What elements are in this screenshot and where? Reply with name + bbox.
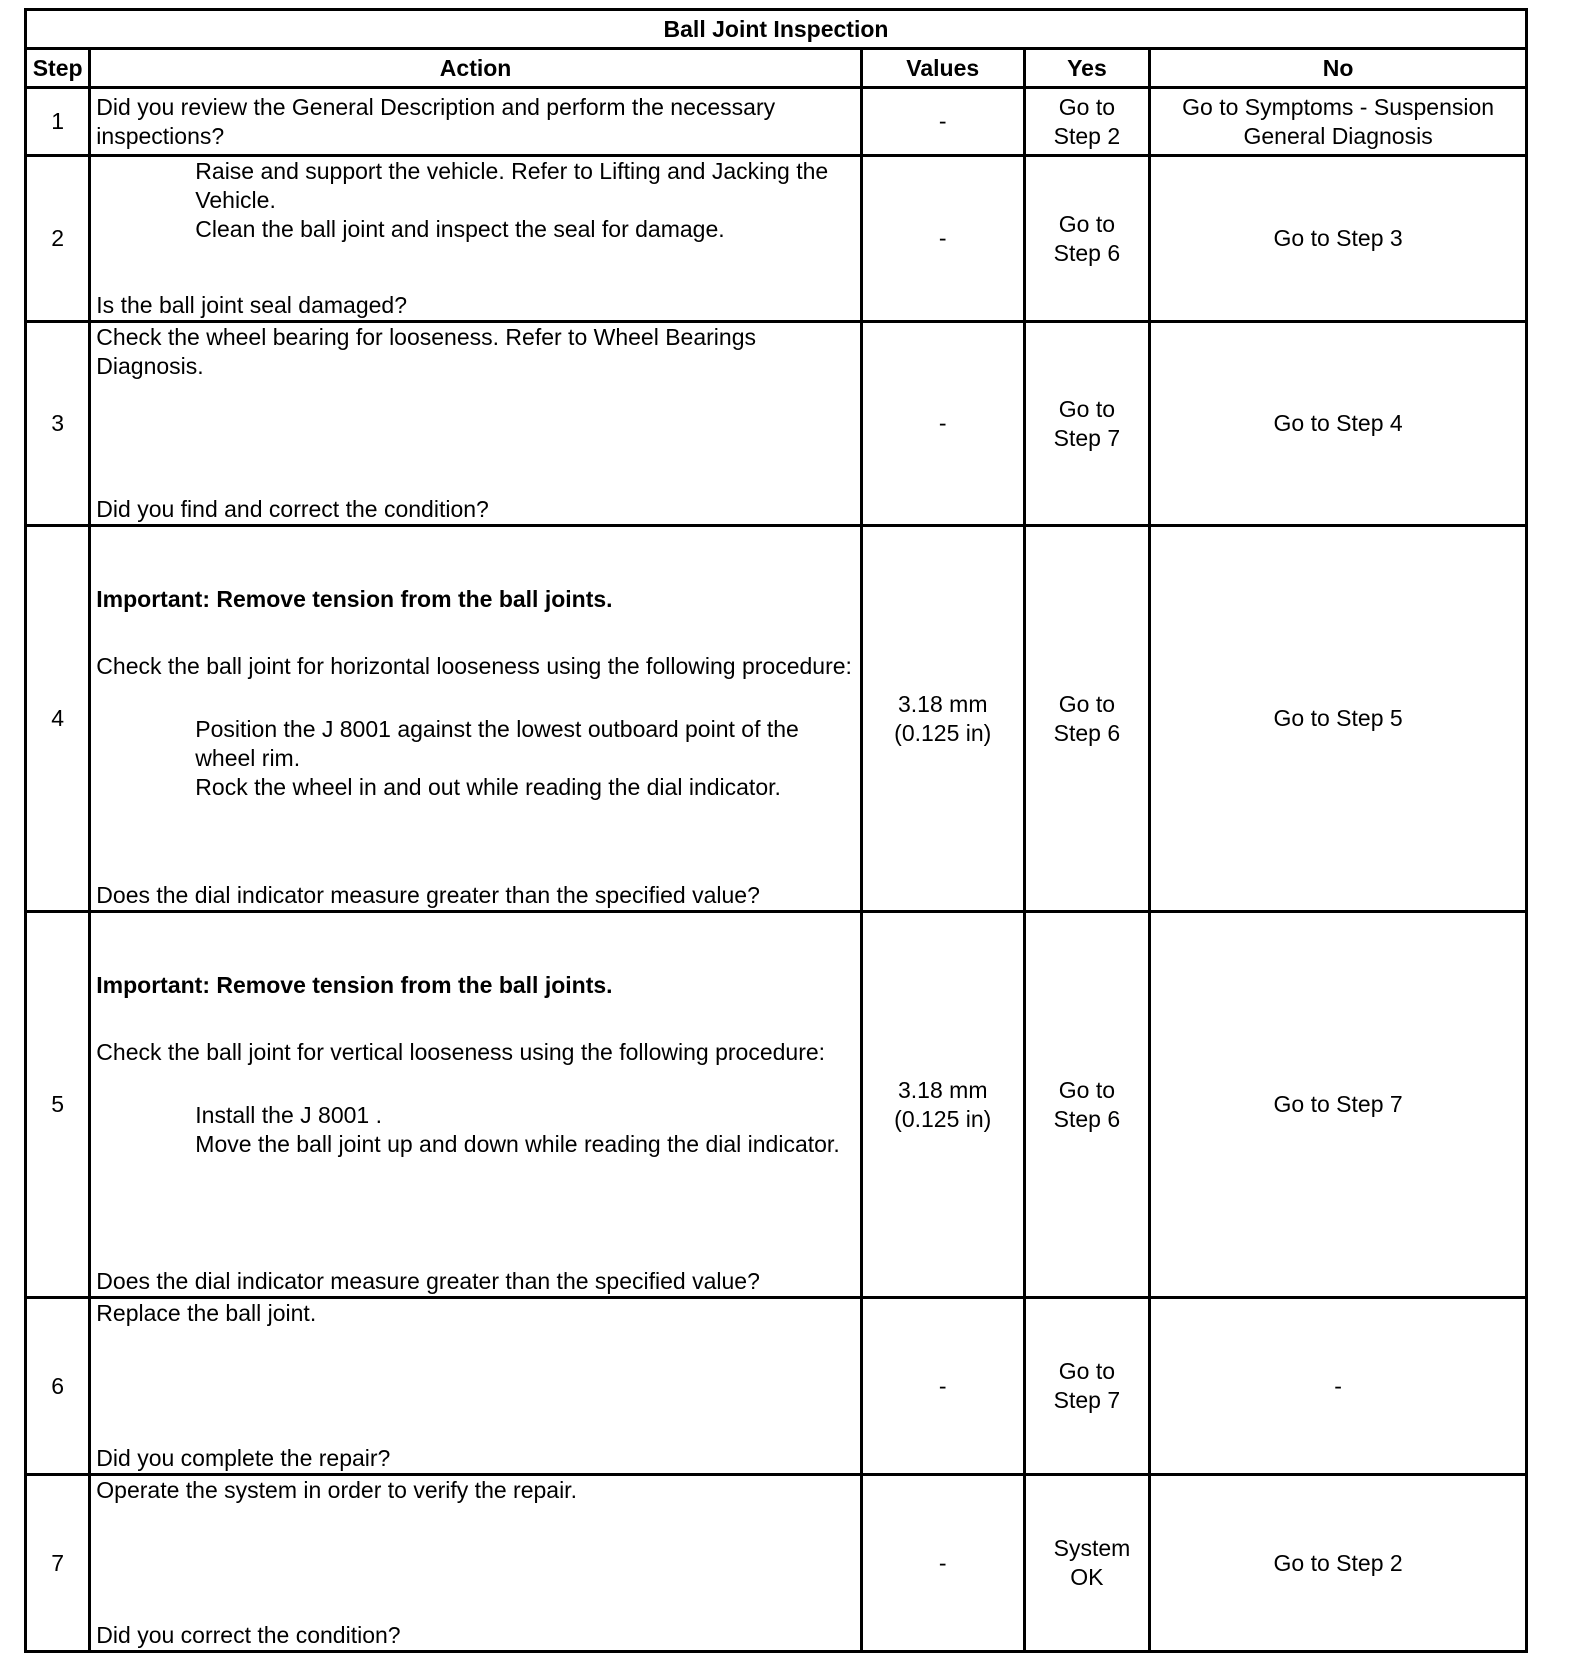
action-intro: Replace the ball joint. (96, 1300, 317, 1326)
header-action: Action (90, 49, 862, 88)
yes-cell: Go to Step 6 (1024, 526, 1150, 912)
procedure-line: Clean the ball joint and inspect the seal for damage. (195, 216, 725, 242)
header-values: Values (861, 49, 1024, 88)
yes-cell: System OK (1024, 1475, 1150, 1652)
values-imperial: (0.125 in) (894, 1105, 992, 1132)
step-number: 3 (26, 322, 90, 526)
table-row (26, 322, 1527, 526)
no-cell: Go to Step 5 (1150, 526, 1527, 912)
important-note: Important: Remove tension from the ball joints. (96, 972, 613, 998)
action-cell (90, 526, 862, 912)
action-cell (90, 322, 862, 526)
header-yes: Yes (1024, 49, 1150, 88)
yes-cell: Go to Step 2 (1024, 88, 1150, 156)
action-intro: Check the ball joint for horizontal looseness using the following procedure: (96, 653, 852, 679)
action-text: Did you review the General Description and perform the necessary inspections? (96, 93, 776, 149)
procedure-line: Raise and support the vehicle. Refer to Lifting and Jacking the Vehicle. (195, 158, 829, 213)
important-note: Important: Remove tension from the ball joints. (96, 586, 613, 612)
values-metric: 3.18 mm (898, 690, 988, 717)
table-title: Ball Joint Inspection (26, 10, 1527, 49)
header-step: Step (26, 49, 90, 88)
action-cell (90, 1298, 862, 1475)
procedure-line: Position the J 8001 against the lowest outboard point of the wheel rim. (195, 716, 799, 771)
step-number: 6 (26, 1298, 90, 1475)
yes-cell: Go to Step 6 (1024, 912, 1150, 1298)
table-row (26, 156, 1527, 322)
table-row (26, 1298, 1527, 1475)
values-cell (861, 912, 1024, 1298)
yes-cell: Go to Step 7 (1024, 322, 1150, 526)
table-row (26, 526, 1527, 912)
no-cell: - (1150, 1298, 1527, 1475)
action-cell (90, 156, 862, 322)
action-intro: Check the wheel bearing for looseness. Refer to Wheel Bearings Diagnosis. (96, 324, 756, 379)
step-number: 1 (26, 88, 90, 156)
step-number: 4 (26, 526, 90, 912)
values-cell (861, 526, 1024, 912)
action-cell (90, 912, 862, 1298)
step-number: 2 (26, 156, 90, 322)
values-cell: - (861, 1298, 1024, 1475)
step-number: 5 (26, 912, 90, 1298)
no-cell: Go to Step 2 (1150, 1475, 1527, 1652)
no-cell: Go to Symptoms - Suspension General Diagnosis (1150, 88, 1527, 156)
procedure-line: Install the J 8001 . (195, 1102, 382, 1128)
action-intro: Operate the system in order to verify the repair. (96, 1477, 577, 1503)
step-number: 7 (26, 1475, 90, 1652)
no-cell: Go to Step 3 (1150, 156, 1527, 322)
values-cell: - (861, 1475, 1024, 1652)
values-cell: - (861, 322, 1024, 526)
action-question: Did you correct the condition? (96, 1622, 401, 1648)
values-cell: - (861, 88, 1024, 156)
table-row (26, 1475, 1527, 1652)
ball-joint-inspection-table (24, 8, 1528, 1653)
action-question: Did you find and correct the condition? (96, 496, 489, 522)
yes-cell: Go to Step 6 (1024, 156, 1150, 322)
values-metric: 3.18 mm (898, 1076, 988, 1103)
procedure-line: Rock the wheel in and out while reading the dial indicator. (195, 774, 781, 800)
values-imperial: (0.125 in) (894, 719, 992, 746)
action-cell (90, 1475, 862, 1652)
no-cell: Go to Step 4 (1150, 322, 1527, 526)
table-row (26, 88, 1527, 156)
values-cell: - (861, 156, 1024, 322)
procedure-line: Move the ball joint up and down while reading the dial indicator. (195, 1131, 840, 1157)
action-cell (90, 88, 862, 156)
no-cell: Go to Step 7 (1150, 912, 1527, 1298)
action-question: Did you complete the repair? (96, 1445, 391, 1471)
header-no: No (1150, 49, 1527, 88)
action-question: Does the dial indicator measure greater than the specified value? (96, 1268, 760, 1294)
header-row (26, 49, 1527, 88)
table-row (26, 912, 1527, 1298)
action-question: Is the ball joint seal damaged? (96, 292, 407, 318)
action-question: Does the dial indicator measure greater than the specified value? (96, 882, 760, 908)
action-intro: Check the ball joint for vertical looseness using the following procedure: (96, 1039, 826, 1065)
yes-cell: Go to Step 7 (1024, 1298, 1150, 1475)
